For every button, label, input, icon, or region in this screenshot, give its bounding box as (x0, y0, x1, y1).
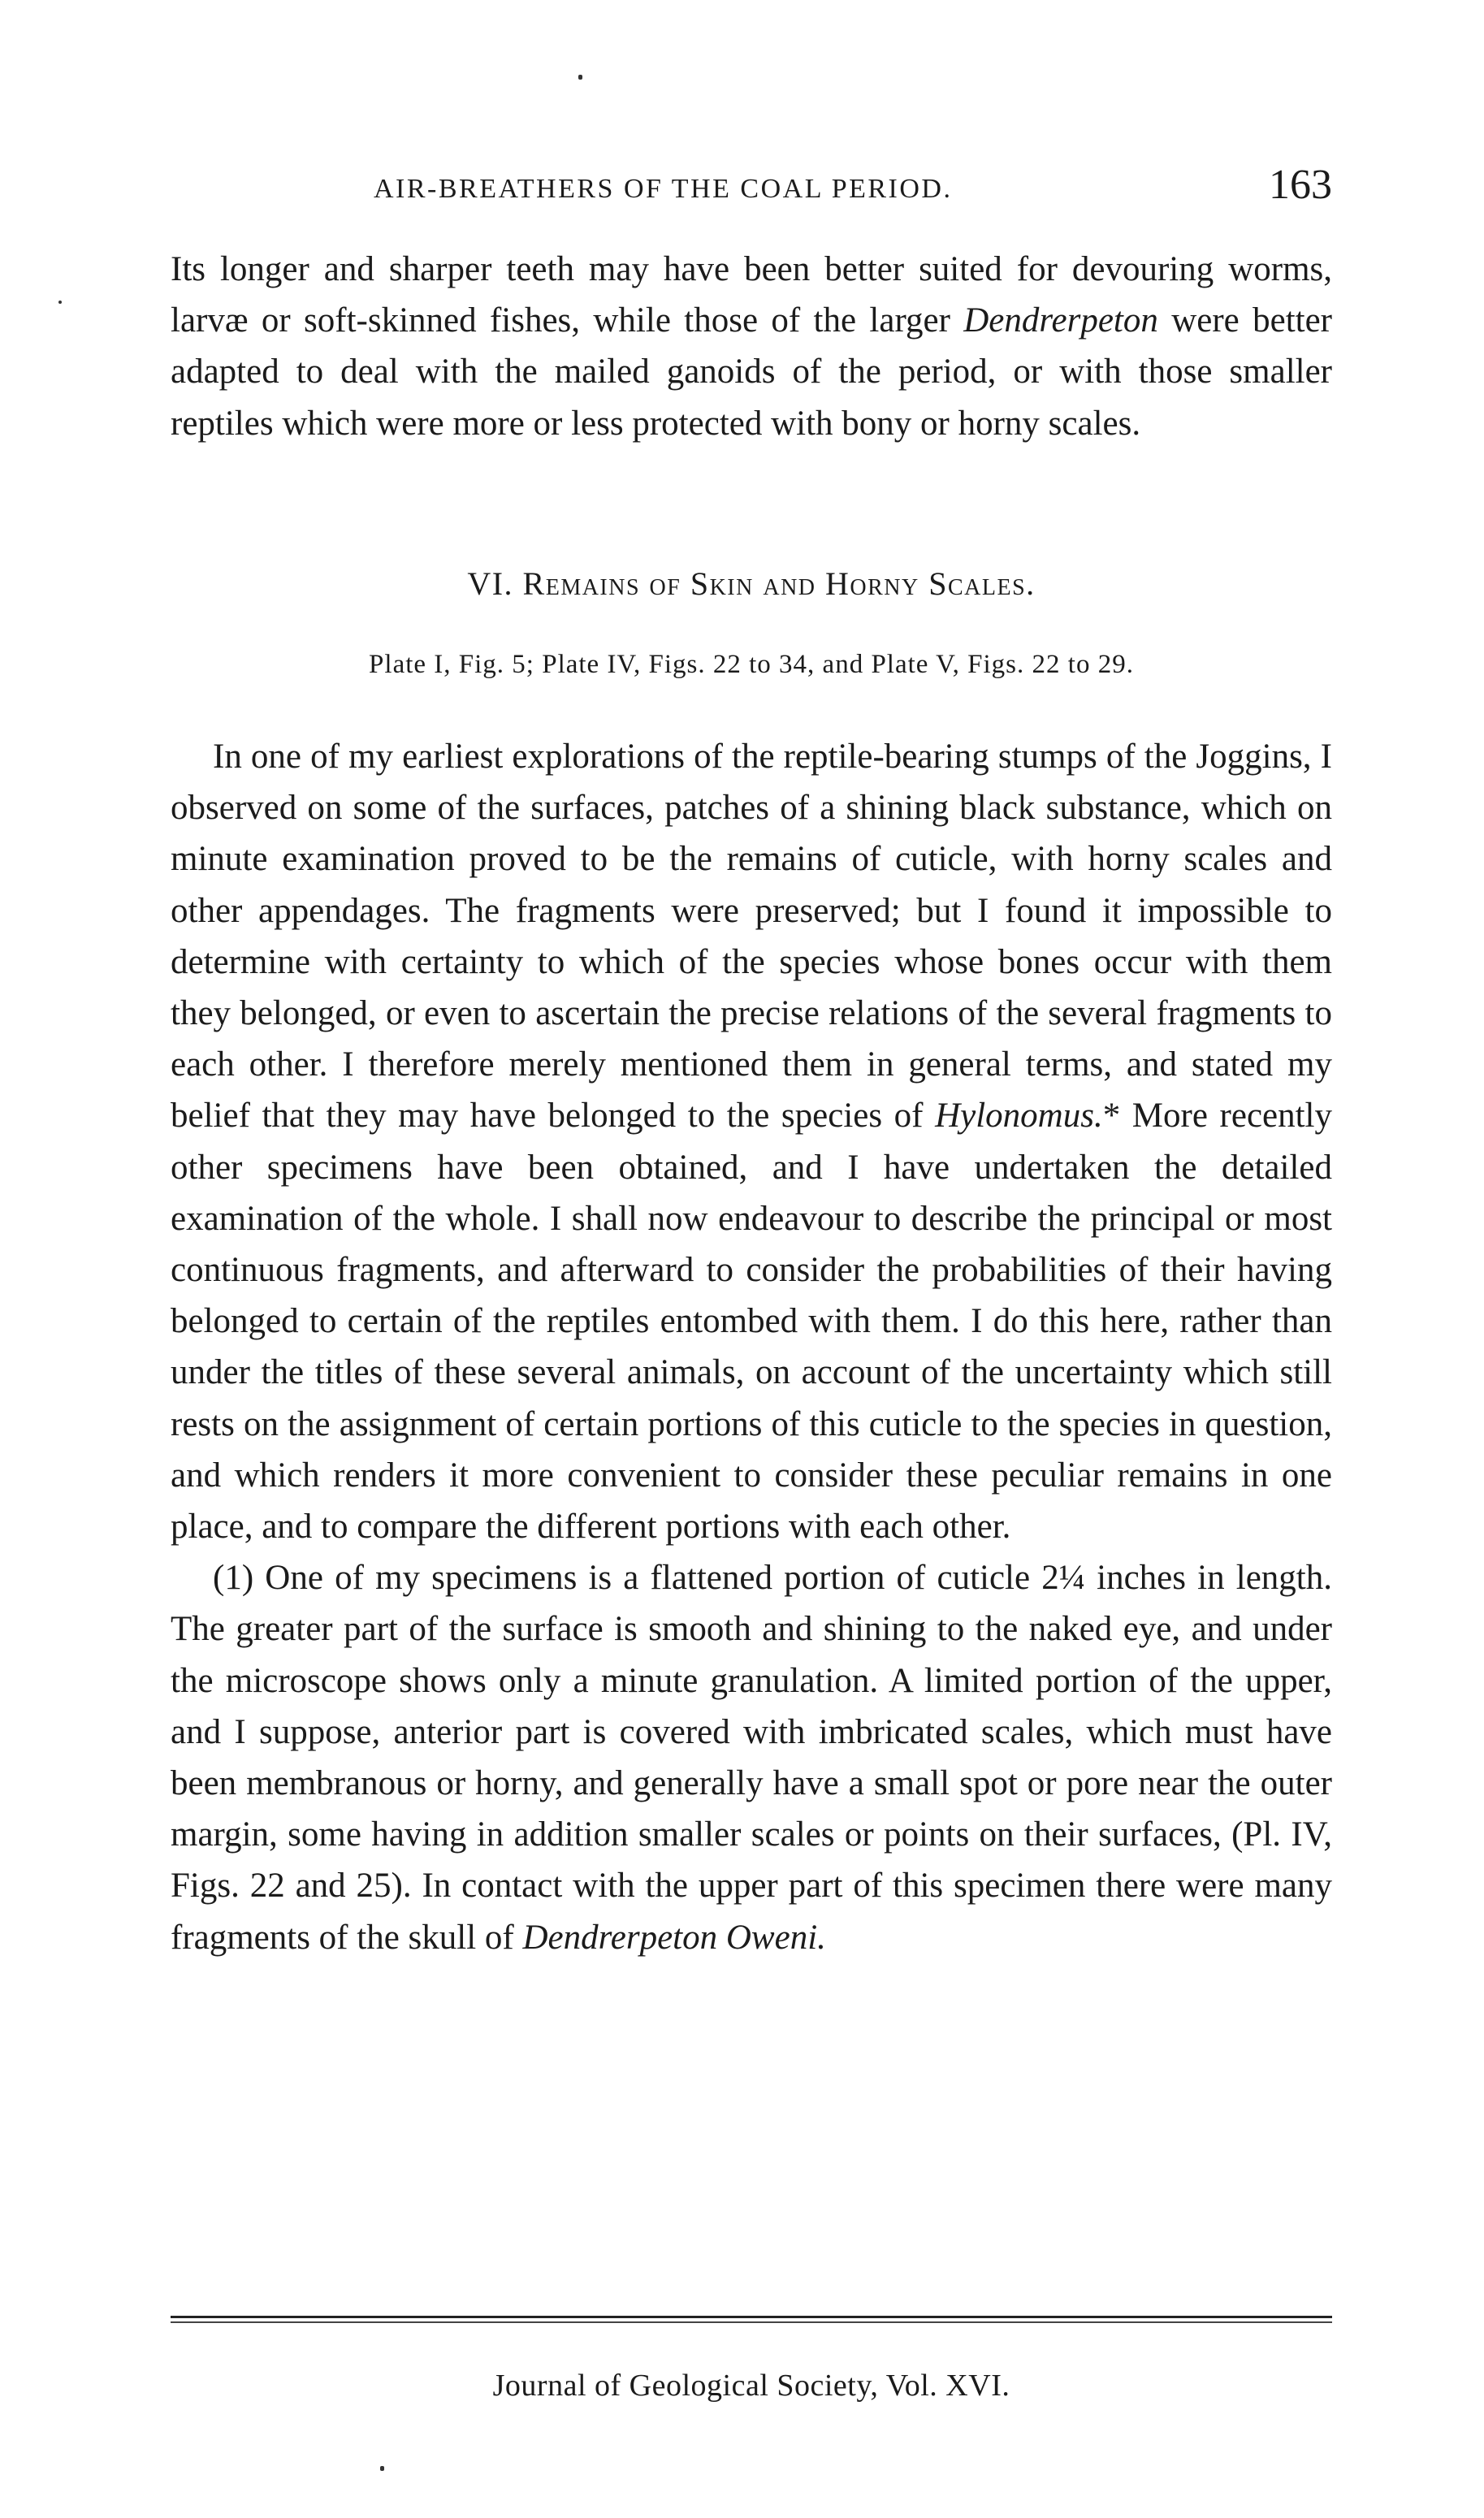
page-number: 163 (1269, 162, 1332, 208)
paragraph-text: Its longer and sharper teeth may have been better suited for devouring worms, larvæ or soft-skinned fishes, while those of the larger Dendrerpeton were better adapted to deal with the mailed ganoids of the period, or with those smaller reptiles which were more or less protected with bony or horny scales. (171, 250, 1332, 443)
genus-name: Hylonomus. (935, 1097, 1103, 1136)
footnote-mark: * (1102, 1097, 1121, 1136)
paragraph-text: In one of my earliest explorations of the reptile-bearing stumps of the Joggins, I observed on some of the surfaces, patches of a shining black substance, which on minute examination proved to be the remains of cuticle, with horny scales and other appendages. The fragments were preserved; but I found it impossible to determine with certainty to which of the species whose bones occur with them they belonged, or even to ascertain the precise relations of the several fragments to each other. I therefore merely mentioned them in general terms, and stated my belief that they may have belonged to the species of Hylonomus.* More recently other specimens have been obtained, and I have undertaken the detailed examination of the whole. I shall now endeavour to describe the principal or most continuous fragments, and afterward to consider the probabilities of their having belonged to certain of the reptiles entombed with them. I do this here, rather than under the titles of these several animals, on account of the uncertainty which still rests on the assignment of certain portions of this cuticle to the species in question, and which renders it more convenient to consider these peculiar remains in one place, and to compare the different portions with each other. (171, 738, 1333, 1547)
print-speck (578, 75, 582, 80)
paragraph-specimen-1: (1) One of my specimens is a flattened portion of cuticle 2¼ inches in length. The greater part of the surface is smooth and shining to the naked eye, and under the microscope shows only a minute granulation. A limited portion of the upper, and I suppose, anterior part is covered with imbricated scales, which must have been membranous or horny, and generally have a small spot or pore near the outer margin, some having in addition smaller scales or points on their surfaces, (Pl. IV, Figs. 22 and 25). In contact with the upper part of this specimen there were many fragments of the skull of Dendrerpeton Oweni. (171, 1559, 1332, 1957)
running-head: AIR-BREATHERS OF THE COAL PERIOD. (374, 174, 953, 204)
page-header (171, 153, 1332, 226)
plate-reference: Plate I, Fig. 5; Plate IV, Figs. 22 to 34, and Plate V, Figs. 22 to 29. (369, 650, 1134, 679)
section-title: Remains of Skin and Horny Scales. (522, 565, 1036, 602)
paragraph-remains (171, 731, 1332, 1963)
print-speck (58, 301, 62, 304)
section-heading (171, 565, 1332, 603)
footnote-rule-thin (171, 2321, 1332, 2323)
footnote: Journal of Geological Society, Vol. XVI. (492, 2369, 1010, 2403)
species-name: Dendrerpeton Oweni. (522, 1918, 826, 1957)
paragraph-teeth (171, 244, 1332, 449)
footnote-rule (171, 2316, 1332, 2318)
print-speck (380, 2466, 384, 2471)
section-numeral: VI. (467, 565, 514, 602)
genus-name: Dendrerpeton (963, 301, 1158, 340)
